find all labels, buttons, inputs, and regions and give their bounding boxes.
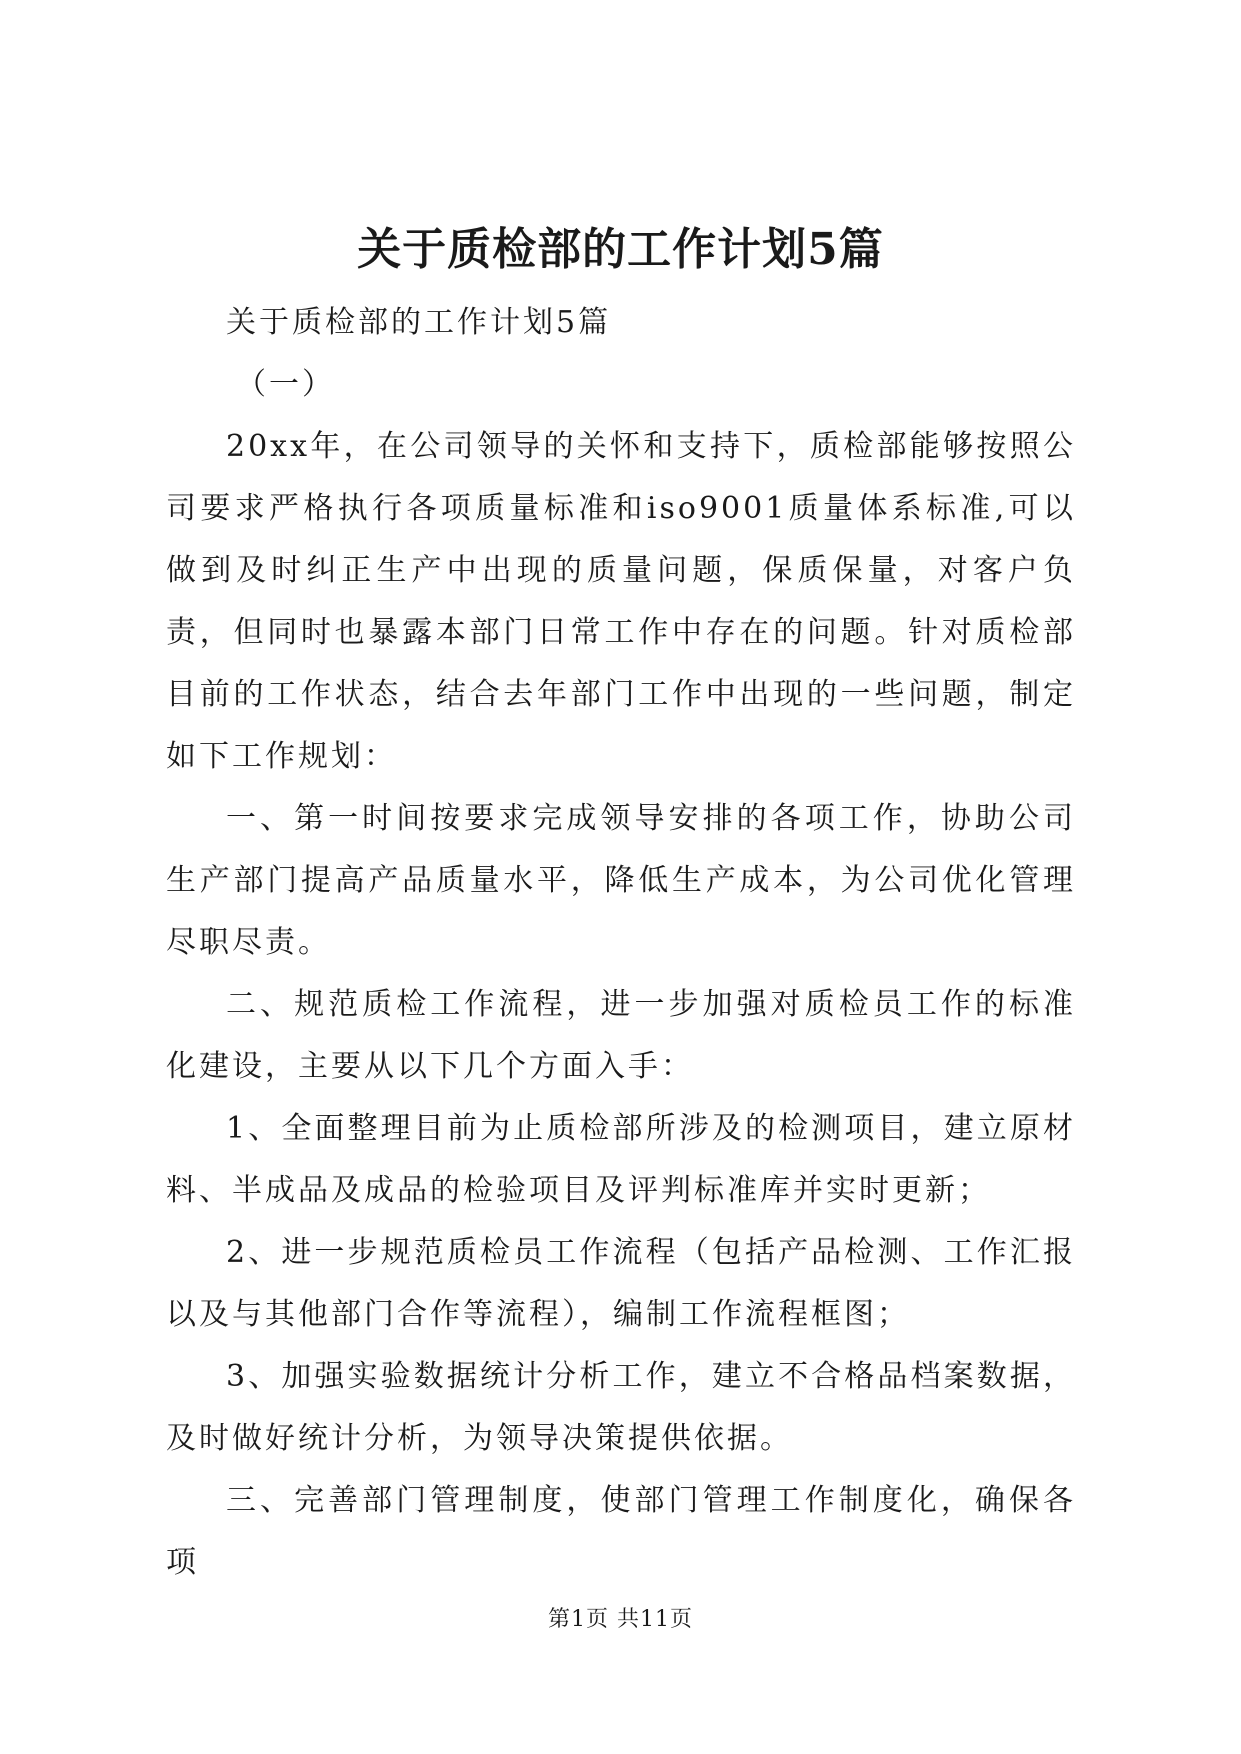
- body-paragraph: 20xx年，在公司领导的关怀和支持下，质检部能够按照公司要求严格执行各项质量标准和iso9001质量体系标准,可以做到及时纠正生产中出现的质量问题，保质保量，对客户负责，但同时也暴露本部门日常工作中存在的问题。针对质检部目前的工作状态，结合去年部门工作中出现的一些问题，制定如下工作规划：: [166, 429, 1076, 774]
- body-paragraph: 三、完善部门管理制度，使部门管理工作制度化，确保各项: [166, 1483, 1076, 1580]
- body-paragraph: 二、规范质检工作流程，进一步加强对质检员工作的标准化建设，主要从以下几个方面入手：: [166, 987, 1076, 1084]
- body-paragraph: 1、全面整理目前为止质检部所涉及的检测项目，建立原材料、半成品及成品的检验项目及评判标准库并实时更新；: [166, 1111, 1076, 1208]
- body-paragraph: 一、第一时间按要求完成领导安排的各项工作，协助公司生产部门提高产品质量水平，降低生产成本，为公司优化管理尽职尽责。: [166, 801, 1076, 960]
- section-marker: （一）: [236, 367, 335, 402]
- subtitle-paragraph: 关于质检部的工作计划5篇: [226, 305, 612, 340]
- body-paragraph: 3、加强实验数据统计分析工作，建立不合格品档案数据，及时做好统计分析，为领导决策提供依据。: [166, 1359, 1076, 1456]
- body-paragraph: 2、进一步规范质检员工作流程（包括产品检测、工作汇报以及与其他部门合作等流程），编制工作流程框图；: [166, 1235, 1076, 1332]
- document-body: [166, 292, 1076, 1594]
- document-title: 关于质检部的工作计划5篇: [357, 224, 884, 275]
- page-footer: 第1页 共11页: [548, 1607, 693, 1632]
